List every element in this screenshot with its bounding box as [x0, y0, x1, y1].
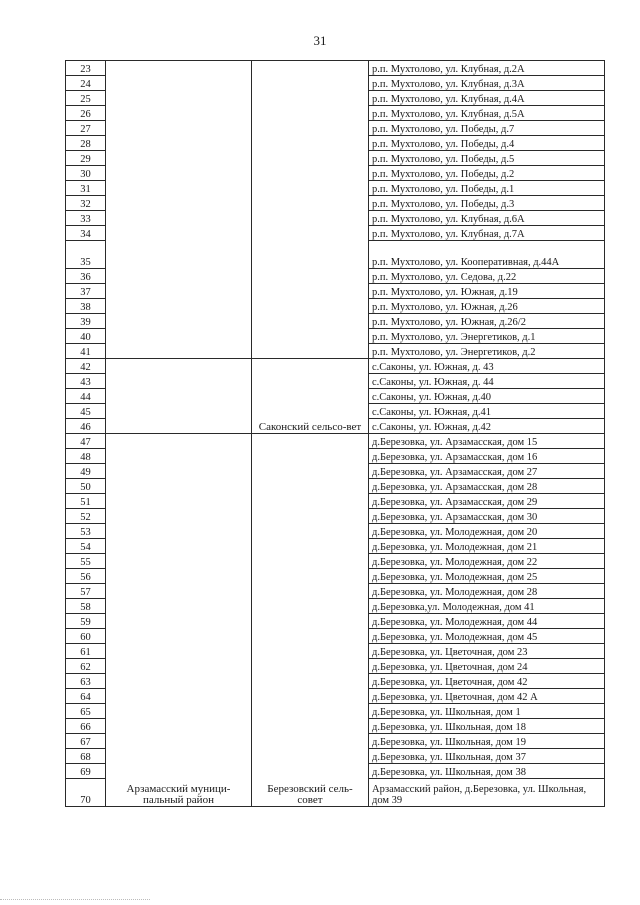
address-cell: с.Саконы, ул. Южная, д. 44: [369, 374, 605, 389]
address-cell: р.п. Мухтолово, ул. Седова, д.22: [369, 269, 605, 284]
row-number: 57: [66, 584, 106, 599]
address-cell: р.п. Мухтолово, ул. Клубная, д.3А: [369, 76, 605, 91]
row-number: 70: [66, 779, 106, 807]
address-cell: р.п. Мухтолово, ул. Победы, д.4: [369, 136, 605, 151]
row-number: 23: [66, 61, 106, 76]
page-number: 31: [313, 33, 327, 48]
address-cell: р.п. Мухтолово, ул. Клубная, д.5А: [369, 106, 605, 121]
address-cell: р.п. Мухтолово, ул. Энергетиков, д.2: [369, 344, 605, 359]
address-cell: р.п. Мухтолово, ул. Клубная, д.4А: [369, 91, 605, 106]
row-number: 65: [66, 704, 106, 719]
row-number: 24: [66, 76, 106, 91]
settlement-cell: [252, 61, 369, 359]
row-number: 59: [66, 614, 106, 629]
table-row: [66, 359, 605, 374]
address-cell: р.п. Мухтолово, ул. Кооперативная, д.44А: [369, 241, 605, 269]
row-number: 31: [66, 181, 106, 196]
address-cell: д.Березовка, ул. Школьная, дом 37: [369, 749, 605, 764]
address-cell: д.Березовка, ул. Арзамасская, дом 15: [369, 434, 605, 449]
table-row: [66, 434, 605, 449]
row-number: 39: [66, 314, 106, 329]
row-number: 36: [66, 269, 106, 284]
row-number: 44: [66, 389, 106, 404]
row-number: 43: [66, 374, 106, 389]
row-number: 55: [66, 554, 106, 569]
address-cell: р.п. Мухтолово, ул. Победы, д.1: [369, 181, 605, 196]
row-number: 27: [66, 121, 106, 136]
row-number: 68: [66, 749, 106, 764]
row-number: 41: [66, 344, 106, 359]
address-cell: с.Саконы, ул. Южная, д.40: [369, 389, 605, 404]
row-number: 63: [66, 674, 106, 689]
municipality-cell: [106, 61, 252, 359]
address-cell: д.Березовка, ул. Арзамасская, дом 30: [369, 509, 605, 524]
address-cell: д.Березовка, ул. Арзамасская, дом 27: [369, 464, 605, 479]
address-cell: д.Березовка, ул. Молодежная, дом 22: [369, 554, 605, 569]
address-cell: р.п. Мухтолово, ул. Победы, д.7: [369, 121, 605, 136]
address-cell: д.Березовка, ул. Арзамасская, дом 16: [369, 449, 605, 464]
row-number: 64: [66, 689, 106, 704]
table-row: [66, 61, 605, 76]
row-number: 58: [66, 599, 106, 614]
address-cell: д.Березовка, ул. Цветочная, дом 42 А: [369, 689, 605, 704]
row-number: 30: [66, 166, 106, 181]
municipality-cell: [106, 359, 252, 434]
address-cell: д.Березовка, ул. Молодежная, дом 21: [369, 539, 605, 554]
address-cell: д.Березовка, ул. Молодежная, дом 28: [369, 584, 605, 599]
address-cell: д.Березовка, ул. Молодежная, дом 45: [369, 629, 605, 644]
municipality-cell: Арзамасский муници-пальный район: [106, 434, 252, 807]
row-number: 50: [66, 479, 106, 494]
address-cell: р.п. Мухтолово, ул. Победы, д.5: [369, 151, 605, 166]
address-cell: Арзамасский район, д.Березовка, ул. Школьная, дом 39: [369, 779, 605, 807]
address-cell: д.Березовка, ул. Арзамасская, дом 28: [369, 479, 605, 494]
row-number: 66: [66, 719, 106, 734]
address-cell: р.п. Мухтолово, ул. Южная, д.19: [369, 284, 605, 299]
settlement-cell: Саконский сельсо-вет: [252, 359, 369, 434]
row-number: 69: [66, 764, 106, 779]
row-number: 34: [66, 226, 106, 241]
row-number: 28: [66, 136, 106, 151]
address-cell: д.Березовка, ул. Школьная, дом 38: [369, 764, 605, 779]
row-number: 48: [66, 449, 106, 464]
row-number: 47: [66, 434, 106, 449]
address-cell: д.Березовка, ул. Арзамасская, дом 29: [369, 494, 605, 509]
address-cell: с.Саконы, ул. Южная, д.41: [369, 404, 605, 419]
address-cell: д.Березовка, ул. Школьная, дом 19: [369, 734, 605, 749]
row-number: 54: [66, 539, 106, 554]
address-cell: р.п. Мухтолово, ул. Южная, д.26/2: [369, 314, 605, 329]
row-number: 67: [66, 734, 106, 749]
row-number: 46: [66, 419, 106, 434]
address-cell: д.Березовка, ул. Школьная, дом 1: [369, 704, 605, 719]
address-cell: р.п. Мухтолово, ул. Южная, д.26: [369, 299, 605, 314]
row-number: 37: [66, 284, 106, 299]
row-number: 62: [66, 659, 106, 674]
row-number: 61: [66, 644, 106, 659]
row-number: 32: [66, 196, 106, 211]
row-number: 52: [66, 509, 106, 524]
row-number: 40: [66, 329, 106, 344]
row-number: 29: [66, 151, 106, 166]
settlement-cell: Березовский сель-совет: [252, 434, 369, 807]
row-number: 51: [66, 494, 106, 509]
row-number: 49: [66, 464, 106, 479]
row-number: 45: [66, 404, 106, 419]
address-cell: д.Березовка, ул. Цветочная, дом 24: [369, 659, 605, 674]
address-cell: с.Саконы, ул. Южная, д.42: [369, 419, 605, 434]
address-cell: р.п. Мухтолово, ул. Клубная, д.2А: [369, 61, 605, 76]
address-cell: р.п. Мухтолово, ул. Клубная, д.7А: [369, 226, 605, 241]
row-number: 33: [66, 211, 106, 226]
address-table: [65, 60, 605, 807]
address-cell: д.Березовка, ул. Молодежная, дом 44: [369, 614, 605, 629]
address-cell: с.Саконы, ул. Южная, д. 43: [369, 359, 605, 374]
address-cell: д.Березовка, ул. Цветочная, дом 23: [369, 644, 605, 659]
address-cell: р.п. Мухтолово, ул. Победы, д.3: [369, 196, 605, 211]
row-number: 38: [66, 299, 106, 314]
row-number: 26: [66, 106, 106, 121]
row-number: 56: [66, 569, 106, 584]
row-number: 60: [66, 629, 106, 644]
row-number: 53: [66, 524, 106, 539]
address-cell: р.п. Мухтолово, ул. Победы, д.2: [369, 166, 605, 181]
row-number: 25: [66, 91, 106, 106]
address-cell: р.п. Мухтолово, ул. Клубная, д.6А: [369, 211, 605, 226]
row-number: 42: [66, 359, 106, 374]
address-cell: д.Березовка, ул. Молодежная, дом 20: [369, 524, 605, 539]
address-cell: д.Березовка, ул. Молодежная, дом 25: [369, 569, 605, 584]
address-cell: д.Березовка,ул. Молодежная, дом 41: [369, 599, 605, 614]
address-cell: д.Березовка, ул. Школьная, дом 18: [369, 719, 605, 734]
address-cell: д.Березовка, ул. Цветочная, дом 42: [369, 674, 605, 689]
row-number: 35: [66, 241, 106, 269]
scan-edge: [0, 899, 150, 900]
address-cell: р.п. Мухтолово, ул. Энергетиков, д.1: [369, 329, 605, 344]
